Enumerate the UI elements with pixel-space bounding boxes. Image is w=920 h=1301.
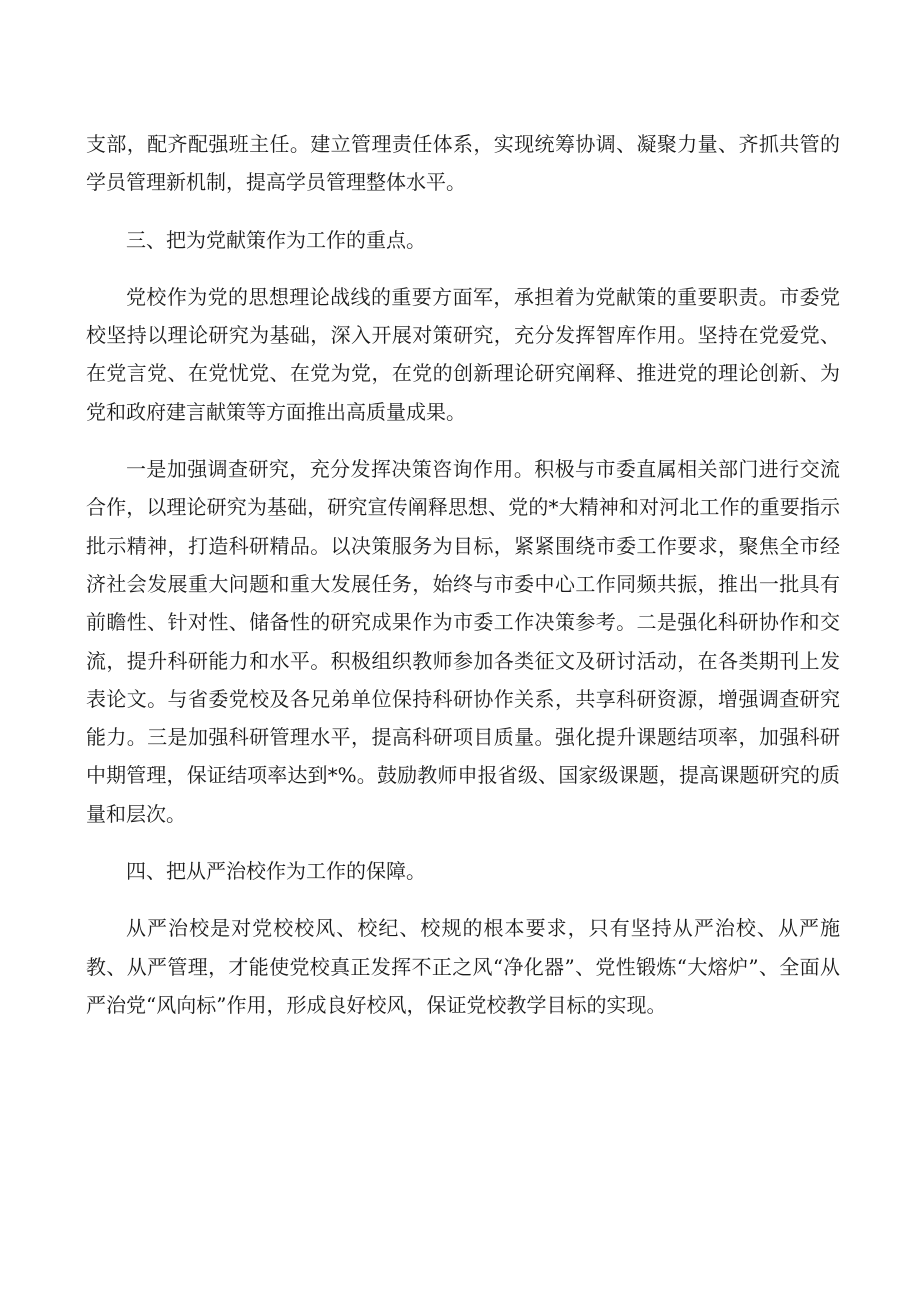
paragraph-4: 从严治校是对党校校风、校纪、校规的根本要求，只有坚持从严治校、从严施教、从严管理，才能使党校真正发挥不正之风“净化器”、党性锻炼“大熔炉”、全面从严治党“风向标”作用，形成良好校风，保证党校教学目标的实现。 [86, 916, 840, 1017]
section-heading-4: 四、把从严治校作为工作的保障。 [126, 859, 426, 884]
section-heading-3: 三、把为党献策作为工作的重点。 [126, 227, 426, 252]
paragraph-3: 一是加强调查研究，充分发挥决策咨询作用。积极与市委直属相关部门进行交流合作，以理论研究为基础，研究宣传阐释思想、党的*大精神和对河北工作的重要指示批示精神，打造科研精品。以决策服务为目标，紧紧围绕市委工作要求，聚焦全市经济社会发展重大问题和重大发展任务，始终与市委中心工作同频共振，推出一批具有前瞻性、针对性、储备性的研究成果作为市委工作决策参考。二是强化科研协作和交流，提升科研能力和水平。积极组织教师参加各类征文及研讨活动，在各类期刊上发表论文。与省委党校及各兄弟单位保持科研协作关系，共享科研资源，增强调查研究能力。三是加强科研管理水平，提高科研项目质量。强化提升课题结项率，加强科研中期管理，保证结项率达到*%。鼓励教师申报省级、国家级课题，提高课题研究的质量和层次。 [86, 457, 840, 826]
document-body [86, 125, 840, 1024]
paragraph-1: 支部，配齐配强班主任。建立管理责任体系，实现统筹协调、凝聚力量、齐抓共管的学员管理新机制，提高学员管理整体水平。 [86, 132, 840, 195]
paragraph-2: 党校作为党的思想理论战线的重要方面军，承担着为党献策的重要职责。市委党校坚持以理论研究为基础，深入开展对策研究，充分发挥智库作用。坚持在党爱党、在党言党、在党忧党、在党为党，在党的创新理论研究阐释、推进党的理论创新、为党和政府建言献策等方面推出高质量成果。 [86, 284, 840, 424]
